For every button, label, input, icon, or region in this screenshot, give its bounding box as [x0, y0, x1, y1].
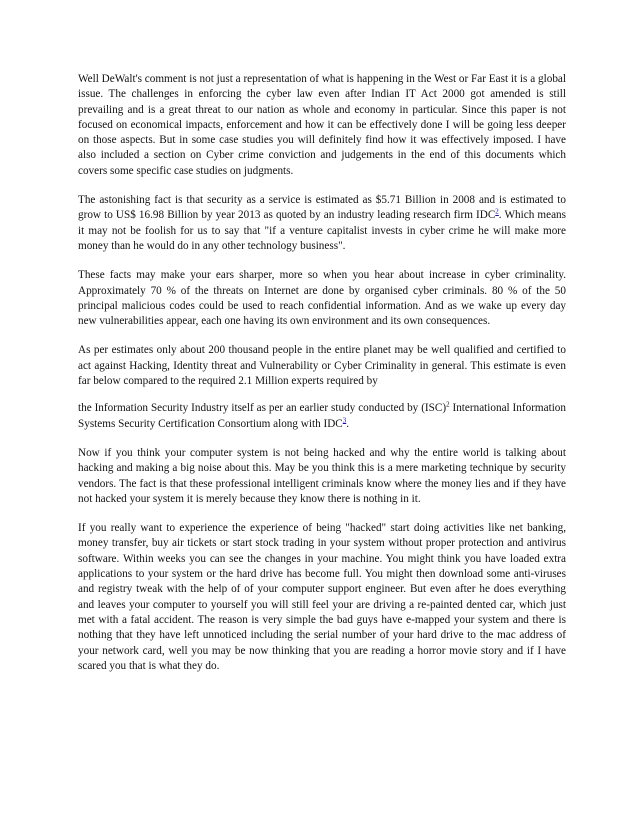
- paragraph-isc2-study: [78, 401, 566, 432]
- footnote-link-3[interactable]: 3: [342, 415, 347, 424]
- paragraph-text: Well DeWalt's comment is not just a representation of what is happening in the West or Far East it is a global issue. The challenges in enforcing the cyber law even after Indian IT Act 2000 got amended is still prevailing and is a great threat to our nation as whole and economy in particular. Since this paper is not focused on economical impacts, enforcement and how it can be effectively done I will be going less deeper on those aspects. But in some case studies you will definitely find how it was effectively imposed. I have also included a section on Cyber crime conviction and judgements in the end of this documents which covers some specific case studies on judgments.: [78, 73, 566, 177]
- superscript-2: 2: [446, 400, 450, 409]
- document-body: [78, 72, 566, 688]
- paragraph-dewalt-comment: [78, 72, 566, 179]
- paragraph-text: If you really want to experience the experience of being "hacked" start doing activities like net banking, money transfer, buy air tickets or start stock trading in your system without proper protection and antivirus software. Within weeks you can see the changes in your machine. You might think you have loaded extra applications to your system or the hard drive has become full. You might then download some anti-viruses and registry tweak with the help of of your computer support engineer. But even after he does everything and leaves your computer to yourself you will still feel your are driving a re-painted dented car, which just met with a fatal accident. The reason is very simple the bad guys have e-mapped your system and there is nothing that they have left unnoticed including the serial number of your hard drive to the mac address of your network card, well you may be now thinking that you are reading a horror movie story and if I have scared you that is what they do.: [78, 522, 566, 672]
- footnote-link-2[interactable]: 2: [495, 207, 499, 216]
- paragraph-text: International Information Systems Security Certification Consortium along with IDC: [78, 402, 566, 430]
- paragraph-security-market: [78, 193, 566, 254]
- paragraph-text: These facts may make your ears sharper, more so when you hear about increase in cyber criminality. Approximately 70 % of the threats on Internet are done by organised cyber criminals. 80 % of the 50 principal malicious codes could be used to reach confidential information. And as we wake up every day new vulnerabilities appear, each one having its own environment and its own consequences.: [78, 269, 566, 328]
- paragraph-text: Now if you think your computer system is not being hacked and why the entire world is talking about hacking and making a big noise about this. May be you think this is a mere marketing technique by security vendors. The fact is that these professional intelligent criminals know where the money lies and if they have not hacked your system it is merely because they know there is nothing in it.: [78, 446, 566, 505]
- paragraph-text: the Information Security Industry itself as per an earlier study conducted by (ISC): [78, 402, 447, 415]
- paragraph-text: .: [346, 417, 350, 430]
- paragraph-text: As per estimates only about 200 thousand people in the entire planet may be well qualified and certified to act against Hacking, Identity threat and Vulnerability or Cyber Criminality in general. This estimate is even far below compared to the required 2.1 Million experts required by: [78, 344, 566, 388]
- paragraph-text: The astonishing fact is that security as a service is estimated as $5.71 Billion in 2008 and is estimated to grow to US$ 16.98 Billion by year 2013 as quoted by an industry leading research firm IDC: [78, 194, 566, 222]
- paragraph-text: . Which means it may not be foolish for us to say that "if a venture capitalist invests in cyber crime he will make more money than he would do in any other technology business".: [78, 209, 567, 252]
- paragraph-hacking-noise: [78, 446, 566, 507]
- paragraph-expert-estimates: [78, 343, 566, 389]
- paragraph-hacked-experience: [78, 521, 566, 674]
- paragraph-cyber-criminality: [78, 268, 566, 329]
